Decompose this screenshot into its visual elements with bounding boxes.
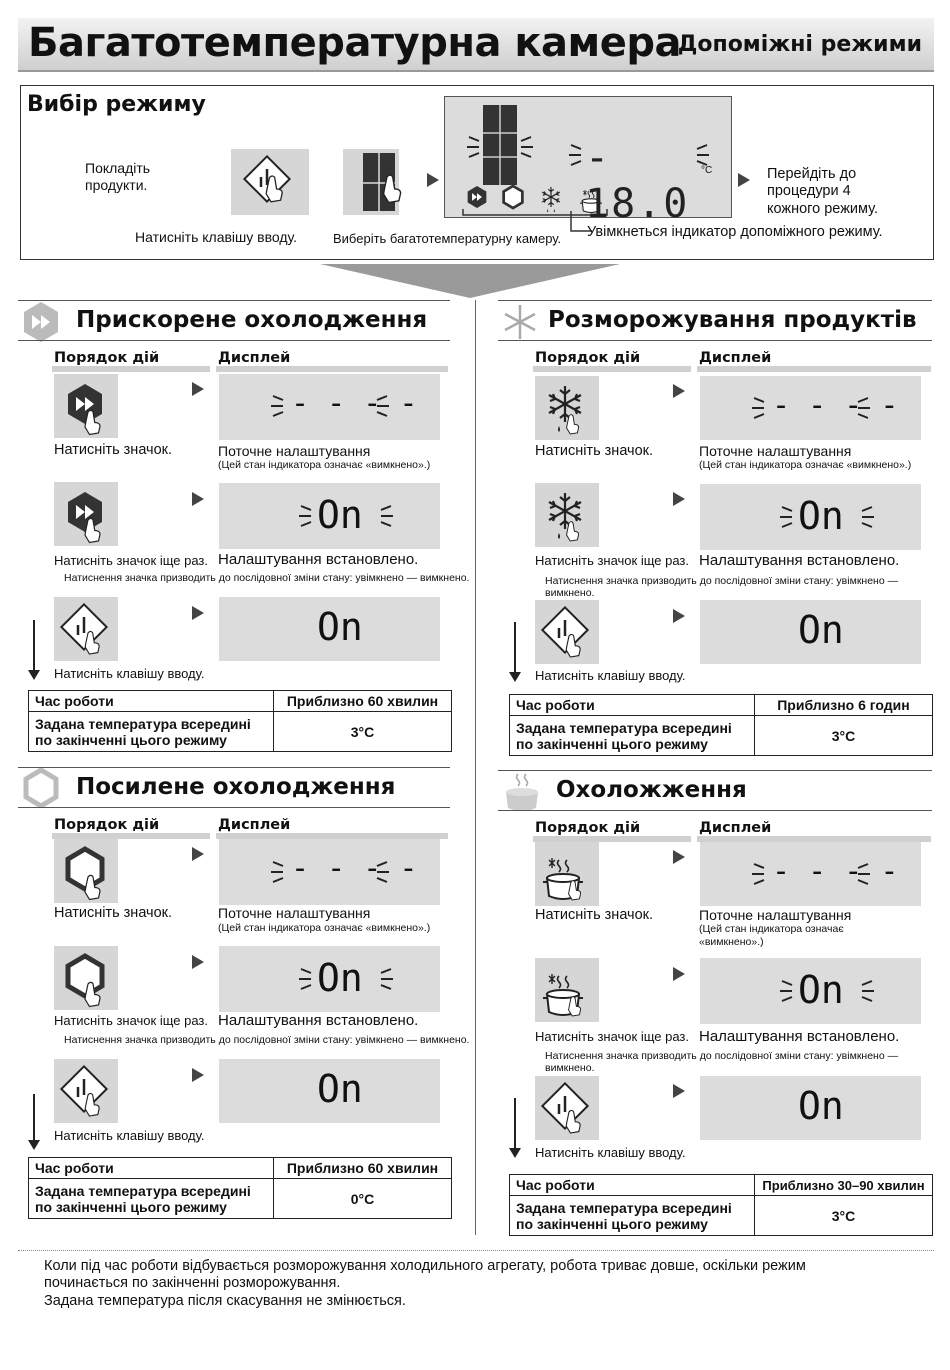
power-cooling-title: Посилене охолодження (76, 774, 396, 800)
toggle-note: Натиснення значка призводить до послідовної зміни стану: увімкнено — вимкнено. (64, 1034, 470, 1046)
arrow-right-icon (673, 492, 685, 506)
steps-column-header: Порядок дій (52, 350, 210, 372)
time-label: Час роботи (510, 695, 755, 716)
section-rule (498, 770, 932, 771)
setting-done-caption: Налаштування встановлено. (218, 1012, 419, 1029)
choose-chamber-caption: Виберіть багатотемпературну камеру. (333, 231, 562, 246)
step3-caption: Натисніть клавішу вводу. (535, 1145, 686, 1160)
arrow-right-icon (192, 492, 204, 506)
fridge-chamber-icon (343, 149, 421, 215)
toggle-note: Натиснення значка призводить до послідовної зміни стану: увімкнено — вимкнено. (545, 575, 899, 599)
thaw-icon (500, 302, 540, 342)
arrow-right-icon (192, 382, 204, 396)
step3-picture (54, 597, 118, 661)
display-column-header: Дисплей (697, 820, 931, 842)
cooling-button-icon (535, 958, 599, 1022)
step2-picture (54, 946, 118, 1010)
control-panel-display (444, 96, 732, 227)
mode-selection-heading: Вибір режиму (27, 92, 206, 117)
step2-caption: Натисніть значок іще раз. (54, 1013, 209, 1028)
lcd-on-display (219, 597, 440, 661)
temp-value: 3°C (274, 712, 452, 752)
section-rule (18, 767, 450, 768)
down-arrow-icon (514, 1098, 516, 1150)
go-to-step-text: Перейдіть до процедури 4 кожного режиму. (767, 166, 878, 217)
lcd-on-blinking-display (219, 946, 440, 1012)
setting-done-caption: Налаштування встановлено. (218, 551, 419, 568)
quick-cooling-button-icon (54, 374, 118, 438)
step2-caption: Натисніть значок іще раз. (535, 553, 690, 568)
power-cooling-button-icon (54, 839, 118, 903)
setting-done-caption: Налаштування встановлено. (699, 1028, 900, 1045)
enter-key-picture (231, 149, 309, 215)
temp-value: 3°C (755, 716, 933, 756)
section-rule (18, 340, 450, 341)
arrow-right-icon (673, 850, 685, 864)
off-note: (Цей стан індикатора означає «вимкнено».) (699, 923, 844, 949)
footer-line-2: починається по закінченні розморожування. (44, 1275, 341, 1292)
step1-picture (54, 374, 118, 438)
page-subtitle: Допоміжні режими (677, 32, 922, 57)
temp-value: 0°C (274, 1179, 452, 1219)
quick-cooling-button-icon (54, 482, 118, 546)
lcd-on-text: On (798, 968, 844, 1012)
time-value: Приблизно 60 хвилин (274, 1158, 452, 1179)
lcd-on-blinking-display (700, 484, 921, 550)
time-value: Приблизно 6 годин (755, 695, 933, 716)
cooling-button-icon (535, 842, 599, 906)
current-setting-caption: Поточне налаштування (699, 907, 852, 923)
setting-done-caption: Налаштування встановлено. (699, 552, 900, 569)
step2-picture (535, 958, 599, 1022)
off-note: (Цей стан індикатора означає «вимкнено».) (699, 459, 912, 471)
quick-cooling-info-table (28, 690, 452, 752)
cooling-icon (500, 762, 544, 810)
step1-caption: Натисніть значок. (54, 442, 173, 458)
time-label: Час роботи (510, 1175, 755, 1196)
step3-caption: Натисніть клавішу вводу. (54, 1128, 205, 1143)
arrow-right-icon (192, 606, 204, 620)
step1-caption: Натисніть значок. (54, 905, 173, 921)
power-cooling-button-icon (54, 946, 118, 1010)
thaw-info-table (509, 694, 933, 756)
arrow-right-icon (673, 1084, 685, 1098)
enter-key-icon (54, 597, 118, 661)
lcd-on-display (219, 1059, 440, 1123)
toggle-note: Натиснення значка призводить до послідовної зміни стану: увімкнено — вимкнено. (545, 1050, 899, 1074)
time-value: Приблизно 60 хвилин (274, 691, 452, 712)
quick-cooling-icon (20, 302, 62, 342)
flow-arrow (320, 264, 620, 298)
lcd-on-text: On (317, 605, 363, 649)
step2-caption: Натисніть значок іще раз. (54, 553, 209, 568)
lcd-dashes: - - - - (772, 854, 899, 889)
step1-picture (535, 376, 599, 440)
display-column-header: Дисплей (216, 817, 448, 839)
step3-picture (54, 1059, 118, 1123)
quick-cooling-title: Прискорене охолодження (76, 307, 428, 333)
steps-column-header: Порядок дій (52, 817, 210, 839)
steps-column-header: Порядок дій (533, 820, 691, 842)
lcd-on-text: On (798, 1084, 844, 1128)
step3-picture (535, 600, 599, 664)
display-column-header: Дисплей (216, 350, 448, 372)
lcd-dashes: - - - - (291, 386, 418, 421)
temperature-unit: °C (701, 165, 713, 176)
section-rule (498, 340, 932, 341)
temp-label: Задана температура всередині по закінченні цього режиму (29, 712, 274, 752)
power-cooling-icon (20, 768, 62, 808)
lcd-on-display (700, 600, 921, 664)
time-value: Приблизно 30–90 хвилин (755, 1175, 933, 1196)
step1-picture (54, 839, 118, 903)
arrow-right-icon (427, 173, 439, 187)
mode-selection-panel (20, 85, 934, 260)
current-setting-caption: Поточне налаштування (218, 443, 371, 459)
down-arrow-icon (33, 1094, 35, 1142)
time-label: Час роботи (29, 691, 274, 712)
off-note: (Цей стан індикатора означає «вимкнено».) (218, 922, 431, 934)
section-rule (18, 807, 450, 808)
section-rule (18, 300, 450, 301)
lcd-on-blinking-display (219, 483, 440, 549)
arrow-right-icon (192, 955, 204, 969)
step1-picture (535, 842, 599, 906)
arrow-right-icon (673, 967, 685, 981)
lcd-on-text: On (317, 1067, 363, 1111)
step3-picture (535, 1076, 599, 1140)
page-header (18, 18, 934, 72)
enter-key-icon (535, 600, 599, 664)
lcd-on-text: On (317, 493, 363, 537)
arrow-right-icon (192, 1068, 204, 1082)
lcd-on-text: On (798, 494, 844, 538)
temperature-readout: - 18.0 (585, 135, 690, 227)
lcd-on-display (700, 1076, 921, 1140)
lcd-off-display (219, 839, 440, 905)
enter-key-icon (231, 149, 309, 215)
current-setting-caption: Поточне налаштування (218, 905, 371, 921)
temp-value: 3°C (755, 1196, 933, 1236)
step3-caption: Натисніть клавішу вводу. (54, 666, 205, 681)
step1-caption: Натисніть значок. (535, 907, 654, 923)
display-column-header: Дисплей (697, 350, 931, 372)
current-setting-caption: Поточне налаштування (699, 443, 852, 459)
thaw-button-icon (535, 483, 599, 547)
column-divider (475, 300, 476, 1235)
arrow-right-icon (738, 173, 750, 187)
footer-notes (44, 1258, 944, 1310)
down-arrow-icon (33, 620, 35, 672)
thaw-title: Розморожування продуктів (548, 307, 917, 333)
step1-caption: Натисніть значок. (535, 443, 654, 459)
chamber-select-picture (343, 149, 421, 215)
lcd-off-display (700, 376, 921, 440)
steps-column-header: Порядок дій (533, 350, 691, 372)
section-rule (498, 810, 932, 811)
arrow-right-icon (192, 847, 204, 861)
toggle-note: Натиснення значка призводить до послідовної зміни стану: увімкнено — вимкнено. (64, 572, 470, 584)
down-arrow-icon (514, 622, 516, 674)
enter-key-icon (54, 1059, 118, 1123)
arrow-right-icon (673, 609, 685, 623)
indicator-on-caption: Увімкнеться індикатор допоміжного режиму. (587, 224, 883, 240)
lcd-on-blinking-display (700, 958, 921, 1024)
lcd-dashes: - - - - (291, 851, 418, 886)
lcd-on-text: On (798, 608, 844, 652)
step2-caption: Натисніть значок іще раз. (535, 1029, 690, 1044)
step3-caption: Натисніть клавішу вводу. (535, 668, 686, 683)
page-title: Багатотемпературна камера (28, 20, 681, 66)
thaw-button-icon (535, 376, 599, 440)
off-note: (Цей стан індикатора означає «вимкнено».) (218, 459, 431, 471)
enter-key-icon (535, 1076, 599, 1140)
press-enter-caption: Натисніть клавішу вводу. (135, 229, 298, 245)
step2-picture (54, 482, 118, 546)
arrow-right-icon (673, 384, 685, 398)
lcd-dashes: - - - - (772, 388, 899, 423)
temp-label: Задана температура всередині по закінченні цього режиму (29, 1179, 274, 1219)
footer-divider (18, 1250, 934, 1251)
step2-picture (535, 483, 599, 547)
footer-line-3: Задана температура після скасування не змінюється. (44, 1292, 406, 1309)
put-food-text: Покладіть продукти. (85, 160, 151, 193)
footer-line-1: Коли під час роботи відбувається розморожування холодильного агрегату, робота триває довше, оскільки режим (44, 1258, 806, 1274)
lcd-off-display (219, 374, 440, 440)
temp-label: Задана температура всередині по закінченні цього режиму (510, 1196, 755, 1236)
lcd-on-text: On (317, 956, 363, 1000)
temp-label: Задана температура всередині по закінченні цього режиму (510, 716, 755, 756)
section-rule (498, 300, 932, 301)
power-cooling-info-table (28, 1157, 452, 1219)
lcd-off-display (700, 842, 921, 906)
cooling-title: Охоложження (556, 777, 747, 803)
time-label: Час роботи (29, 1158, 274, 1179)
cooling-info-table (509, 1174, 933, 1236)
